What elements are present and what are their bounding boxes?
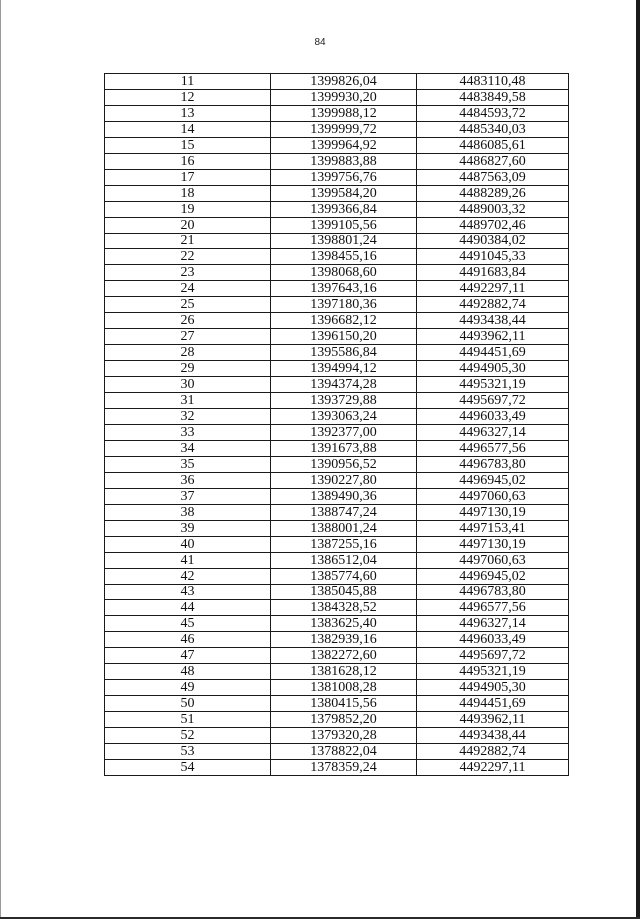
point-number-cell: 43 (105, 584, 271, 600)
table-row (105, 281, 569, 297)
x-coordinate-cell: 1399999,72 (271, 121, 417, 137)
x-coordinate-cell: 1388001,24 (271, 520, 417, 536)
y-coordinate-cell: 4496945,02 (417, 472, 569, 488)
table-row (105, 105, 569, 121)
y-coordinate-cell: 4488289,26 (417, 185, 569, 201)
x-coordinate-cell: 1385774,60 (271, 568, 417, 584)
y-coordinate-cell: 4492882,74 (417, 744, 569, 760)
point-number-cell: 14 (105, 121, 271, 137)
y-coordinate-cell: 4486827,60 (417, 153, 569, 169)
y-coordinate-cell: 4495697,72 (417, 393, 569, 409)
y-coordinate-cell: 4492297,11 (417, 759, 569, 775)
y-coordinate-cell: 4495321,19 (417, 664, 569, 680)
point-number-cell: 51 (105, 712, 271, 728)
y-coordinate-cell: 4487563,09 (417, 169, 569, 185)
x-coordinate-cell: 1382272,60 (271, 648, 417, 664)
point-number-cell: 20 (105, 217, 271, 233)
point-number-cell: 35 (105, 456, 271, 472)
y-coordinate-cell: 4496033,49 (417, 409, 569, 425)
y-coordinate-cell: 4497130,19 (417, 504, 569, 520)
y-coordinate-cell: 4489003,32 (417, 201, 569, 217)
point-number-cell: 41 (105, 552, 271, 568)
page-number: 84 (314, 37, 326, 48)
x-coordinate-cell: 1397643,16 (271, 281, 417, 297)
x-coordinate-cell: 1378822,04 (271, 744, 417, 760)
y-coordinate-cell: 4497060,63 (417, 488, 569, 504)
point-number-cell: 36 (105, 472, 271, 488)
point-number-cell: 47 (105, 648, 271, 664)
y-coordinate-cell: 4495697,72 (417, 648, 569, 664)
point-number-cell: 40 (105, 536, 271, 552)
point-number-cell: 25 (105, 297, 271, 313)
y-coordinate-cell: 4486085,61 (417, 137, 569, 153)
y-coordinate-cell: 4497130,19 (417, 536, 569, 552)
table-row (105, 712, 569, 728)
table-row (105, 568, 569, 584)
y-coordinate-cell: 4493438,44 (417, 313, 569, 329)
x-coordinate-cell: 1384328,52 (271, 600, 417, 616)
table-row (105, 297, 569, 313)
x-coordinate-cell: 1381628,12 (271, 664, 417, 680)
x-coordinate-cell: 1399584,20 (271, 185, 417, 201)
point-number-cell: 52 (105, 728, 271, 744)
x-coordinate-cell: 1393063,24 (271, 409, 417, 425)
coordinates-table (104, 73, 569, 776)
x-coordinate-cell: 1380415,56 (271, 696, 417, 712)
x-coordinate-cell: 1379852,20 (271, 712, 417, 728)
scan-edge-right (636, 0, 640, 919)
point-number-cell: 21 (105, 233, 271, 249)
x-coordinate-cell: 1398801,24 (271, 233, 417, 249)
x-coordinate-cell: 1388747,24 (271, 504, 417, 520)
y-coordinate-cell: 4496945,02 (417, 568, 569, 584)
table-row (105, 600, 569, 616)
x-coordinate-cell: 1394374,28 (271, 377, 417, 393)
y-coordinate-cell: 4496783,80 (417, 456, 569, 472)
x-coordinate-cell: 1395586,84 (271, 345, 417, 361)
table-row (105, 393, 569, 409)
x-coordinate-cell: 1389490,36 (271, 488, 417, 504)
point-number-cell: 45 (105, 616, 271, 632)
y-coordinate-cell: 4483110,48 (417, 74, 569, 90)
y-coordinate-cell: 4483849,58 (417, 89, 569, 105)
y-coordinate-cell: 4491683,84 (417, 265, 569, 281)
x-coordinate-cell: 1399366,84 (271, 201, 417, 217)
table-row (105, 504, 569, 520)
point-number-cell: 33 (105, 424, 271, 440)
table-row (105, 456, 569, 472)
point-number-cell: 12 (105, 89, 271, 105)
table-row (105, 74, 569, 90)
table-row (105, 361, 569, 377)
x-coordinate-cell: 1399826,04 (271, 74, 417, 90)
point-number-cell: 24 (105, 281, 271, 297)
x-coordinate-cell: 1379320,28 (271, 728, 417, 744)
table-row (105, 520, 569, 536)
coordinates-table-body (105, 74, 569, 776)
y-coordinate-cell: 4492882,74 (417, 297, 569, 313)
y-coordinate-cell: 4496783,80 (417, 584, 569, 600)
point-number-cell: 11 (105, 74, 271, 90)
table-row (105, 185, 569, 201)
table-row (105, 265, 569, 281)
x-coordinate-cell: 1398455,16 (271, 249, 417, 265)
table-row (105, 440, 569, 456)
x-coordinate-cell: 1394994,12 (271, 361, 417, 377)
table-row (105, 696, 569, 712)
x-coordinate-cell: 1390956,52 (271, 456, 417, 472)
y-coordinate-cell: 4496033,49 (417, 632, 569, 648)
x-coordinate-cell: 1393729,88 (271, 393, 417, 409)
table-row (105, 217, 569, 233)
table-row (105, 424, 569, 440)
y-coordinate-cell: 4496577,56 (417, 600, 569, 616)
x-coordinate-cell: 1385045,88 (271, 584, 417, 600)
point-number-cell: 16 (105, 153, 271, 169)
table-row (105, 249, 569, 265)
y-coordinate-cell: 4494451,69 (417, 345, 569, 361)
y-coordinate-cell: 4489702,46 (417, 217, 569, 233)
x-coordinate-cell: 1399883,88 (271, 153, 417, 169)
scan-edge-left (0, 0, 1, 919)
table-row (105, 313, 569, 329)
table-row (105, 472, 569, 488)
table-row (105, 728, 569, 744)
table-row (105, 233, 569, 249)
x-coordinate-cell: 1399756,76 (271, 169, 417, 185)
x-coordinate-cell: 1396682,12 (271, 313, 417, 329)
point-number-cell: 17 (105, 169, 271, 185)
point-number-cell: 18 (105, 185, 271, 201)
x-coordinate-cell: 1386512,04 (271, 552, 417, 568)
y-coordinate-cell: 4485340,03 (417, 121, 569, 137)
table-row (105, 552, 569, 568)
table-row (105, 409, 569, 425)
point-number-cell: 13 (105, 105, 271, 121)
y-coordinate-cell: 4484593,72 (417, 105, 569, 121)
table-row (105, 169, 569, 185)
point-number-cell: 32 (105, 409, 271, 425)
table-row (105, 201, 569, 217)
point-number-cell: 38 (105, 504, 271, 520)
table-row (105, 584, 569, 600)
y-coordinate-cell: 4494905,30 (417, 361, 569, 377)
y-coordinate-cell: 4494451,69 (417, 696, 569, 712)
point-number-cell: 49 (105, 680, 271, 696)
y-coordinate-cell: 4490384,02 (417, 233, 569, 249)
x-coordinate-cell: 1399930,20 (271, 89, 417, 105)
y-coordinate-cell: 4493438,44 (417, 728, 569, 744)
point-number-cell: 54 (105, 759, 271, 775)
x-coordinate-cell: 1383625,40 (271, 616, 417, 632)
table-row (105, 121, 569, 137)
table-row (105, 345, 569, 361)
y-coordinate-cell: 4497153,41 (417, 520, 569, 536)
point-number-cell: 19 (105, 201, 271, 217)
table-row (105, 153, 569, 169)
x-coordinate-cell: 1399988,12 (271, 105, 417, 121)
x-coordinate-cell: 1382939,16 (271, 632, 417, 648)
y-coordinate-cell: 4492297,11 (417, 281, 569, 297)
point-number-cell: 26 (105, 313, 271, 329)
table-row (105, 329, 569, 345)
point-number-cell: 15 (105, 137, 271, 153)
x-coordinate-cell: 1399964,92 (271, 137, 417, 153)
point-number-cell: 29 (105, 361, 271, 377)
table-row (105, 616, 569, 632)
point-number-cell: 46 (105, 632, 271, 648)
x-coordinate-cell: 1396150,20 (271, 329, 417, 345)
point-number-cell: 44 (105, 600, 271, 616)
x-coordinate-cell: 1398068,60 (271, 265, 417, 281)
point-number-cell: 53 (105, 744, 271, 760)
y-coordinate-cell: 4497060,63 (417, 552, 569, 568)
table-row (105, 759, 569, 775)
point-number-cell: 28 (105, 345, 271, 361)
table-row (105, 137, 569, 153)
point-number-cell: 22 (105, 249, 271, 265)
table-row (105, 648, 569, 664)
table-row (105, 488, 569, 504)
table-row (105, 664, 569, 680)
point-number-cell: 23 (105, 265, 271, 281)
table-row (105, 680, 569, 696)
y-coordinate-cell: 4496327,14 (417, 616, 569, 632)
point-number-cell: 50 (105, 696, 271, 712)
y-coordinate-cell: 4491045,33 (417, 249, 569, 265)
y-coordinate-cell: 4493962,11 (417, 329, 569, 345)
x-coordinate-cell: 1399105,56 (271, 217, 417, 233)
point-number-cell: 42 (105, 568, 271, 584)
y-coordinate-cell: 4493962,11 (417, 712, 569, 728)
y-coordinate-cell: 4494905,30 (417, 680, 569, 696)
y-coordinate-cell: 4496577,56 (417, 440, 569, 456)
point-number-cell: 37 (105, 488, 271, 504)
x-coordinate-cell: 1387255,16 (271, 536, 417, 552)
y-coordinate-cell: 4495321,19 (417, 377, 569, 393)
point-number-cell: 34 (105, 440, 271, 456)
table-row (105, 744, 569, 760)
x-coordinate-cell: 1381008,28 (271, 680, 417, 696)
x-coordinate-cell: 1391673,88 (271, 440, 417, 456)
x-coordinate-cell: 1392377,00 (271, 424, 417, 440)
y-coordinate-cell: 4496327,14 (417, 424, 569, 440)
point-number-cell: 30 (105, 377, 271, 393)
point-number-cell: 39 (105, 520, 271, 536)
point-number-cell: 27 (105, 329, 271, 345)
point-number-cell: 48 (105, 664, 271, 680)
table-row (105, 377, 569, 393)
x-coordinate-cell: 1378359,24 (271, 759, 417, 775)
x-coordinate-cell: 1390227,80 (271, 472, 417, 488)
table-row (105, 632, 569, 648)
table-row (105, 536, 569, 552)
point-number-cell: 31 (105, 393, 271, 409)
table-row (105, 89, 569, 105)
x-coordinate-cell: 1397180,36 (271, 297, 417, 313)
